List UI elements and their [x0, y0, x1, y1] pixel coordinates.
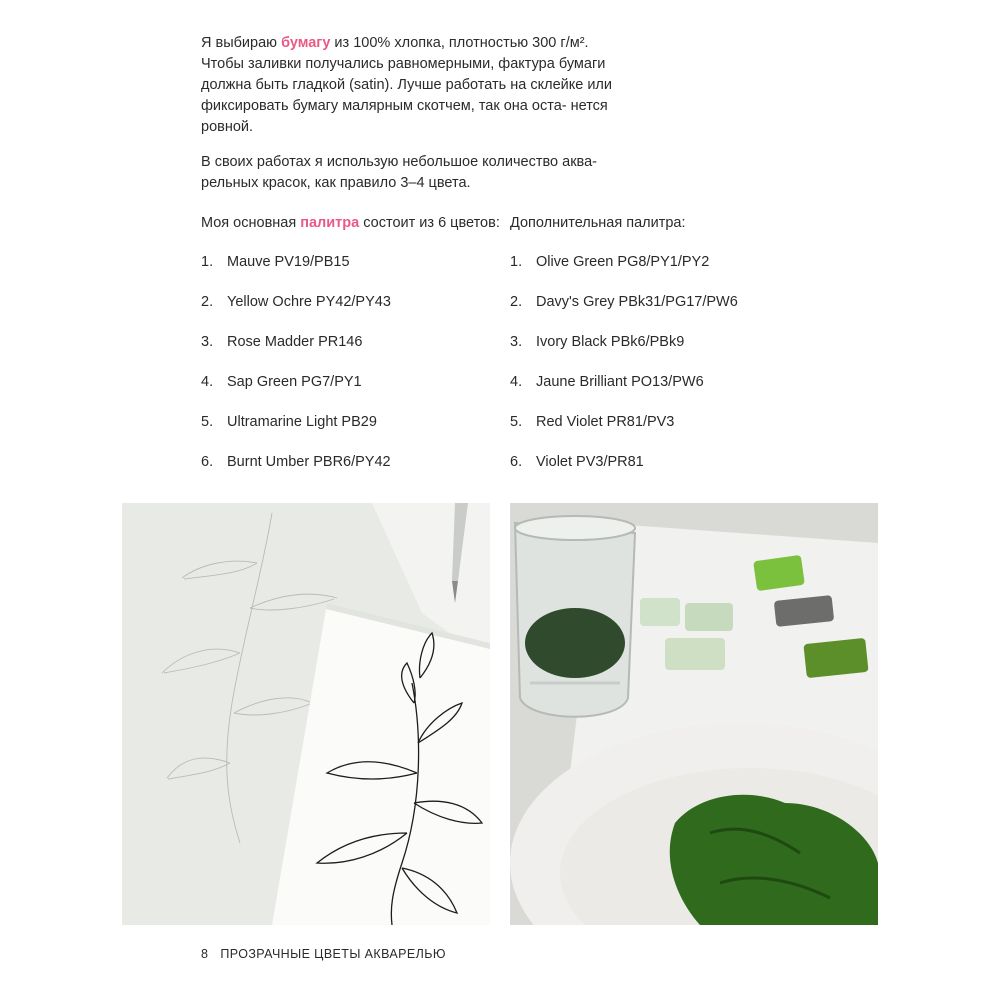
item-text: Jaune Brilliant PO13/PW6 — [536, 374, 704, 390]
paper-text-start: Я выбираю — [201, 35, 282, 51]
item-text: Rose Madder PR146 — [227, 334, 363, 350]
item-text: Ultramarine Light PB29 — [227, 414, 377, 430]
list-item — [201, 452, 501, 492]
list-item — [510, 372, 810, 412]
list-item — [201, 412, 501, 452]
palette-highlight: палитра — [300, 215, 360, 231]
item-number: 6. — [510, 454, 523, 470]
item-number: 2. — [510, 294, 523, 310]
list-item — [510, 292, 810, 332]
palette-photo — [510, 503, 878, 925]
item-number: 5. — [201, 414, 214, 430]
item-text: Ivory Black PBk6/PBk9 — [536, 334, 685, 350]
item-number: 3. — [510, 334, 523, 350]
item-number: 3. — [201, 334, 214, 350]
item-text: Burnt Umber PBR6/PY42 — [227, 454, 391, 470]
sketch-illustration — [122, 503, 490, 925]
main-palette-title-start: Моя основная — [201, 215, 301, 231]
list-item — [201, 292, 501, 332]
item-number: 4. — [201, 374, 214, 390]
list-item — [510, 332, 810, 372]
list-item — [201, 252, 501, 292]
list-item — [510, 412, 810, 452]
item-text: Violet PV3/PR81 — [536, 454, 644, 470]
item-number: 1. — [201, 254, 214, 270]
sketch-photo — [122, 503, 490, 925]
page-footer — [201, 947, 446, 961]
extra-palette-title: Дополнительная палитра: — [510, 215, 686, 231]
item-number: 1. — [510, 254, 523, 270]
chapter-title: ПРОЗРАЧНЫЕ ЦВЕТЫ АКВАРЕЛЬЮ — [220, 947, 446, 961]
main-palette-title — [201, 213, 500, 234]
extra-palette-list — [510, 252, 810, 492]
item-number: 5. — [510, 414, 523, 430]
item-text: Yellow Ochre PY42/PY43 — [227, 294, 391, 310]
paper-paragraph — [201, 33, 621, 138]
list-item — [510, 452, 810, 492]
list-item — [201, 332, 501, 372]
item-text: Davy's Grey PBk31/PG17/PW6 — [536, 294, 738, 310]
item-text: Sap Green PG7/PY1 — [227, 374, 362, 390]
page-number: 8 — [201, 947, 209, 961]
item-number: 2. — [201, 294, 214, 310]
item-number: 4. — [510, 374, 523, 390]
paints-paragraph: В своих работах я использую небольшое количество аква- рельных красок, как правило 3–4 цвета. — [201, 154, 597, 191]
item-number: 6. — [201, 454, 214, 470]
item-text: Mauve PV19/PB15 — [227, 254, 350, 270]
list-item — [201, 372, 501, 412]
item-text: Red Violet PR81/PV3 — [536, 414, 675, 430]
item-text: Olive Green PG8/PY1/PY2 — [536, 254, 710, 270]
palette-illustration — [510, 503, 878, 925]
main-palette-title-end: состоит из 6 цветов: — [359, 215, 500, 231]
list-item — [510, 252, 810, 292]
paper-text-rest: из 100% хлопка, плотностью 300 г/м². Чтобы заливки получались равномерными, фактура бумаги должна быть гладкой (satin). Лучше работать на склейке или фиксировать бумагу малярным скотчем, так она оста- нется ровной. — [201, 35, 612, 135]
paper-highlight: бумагу — [281, 35, 331, 51]
main-palette-list — [201, 252, 501, 492]
